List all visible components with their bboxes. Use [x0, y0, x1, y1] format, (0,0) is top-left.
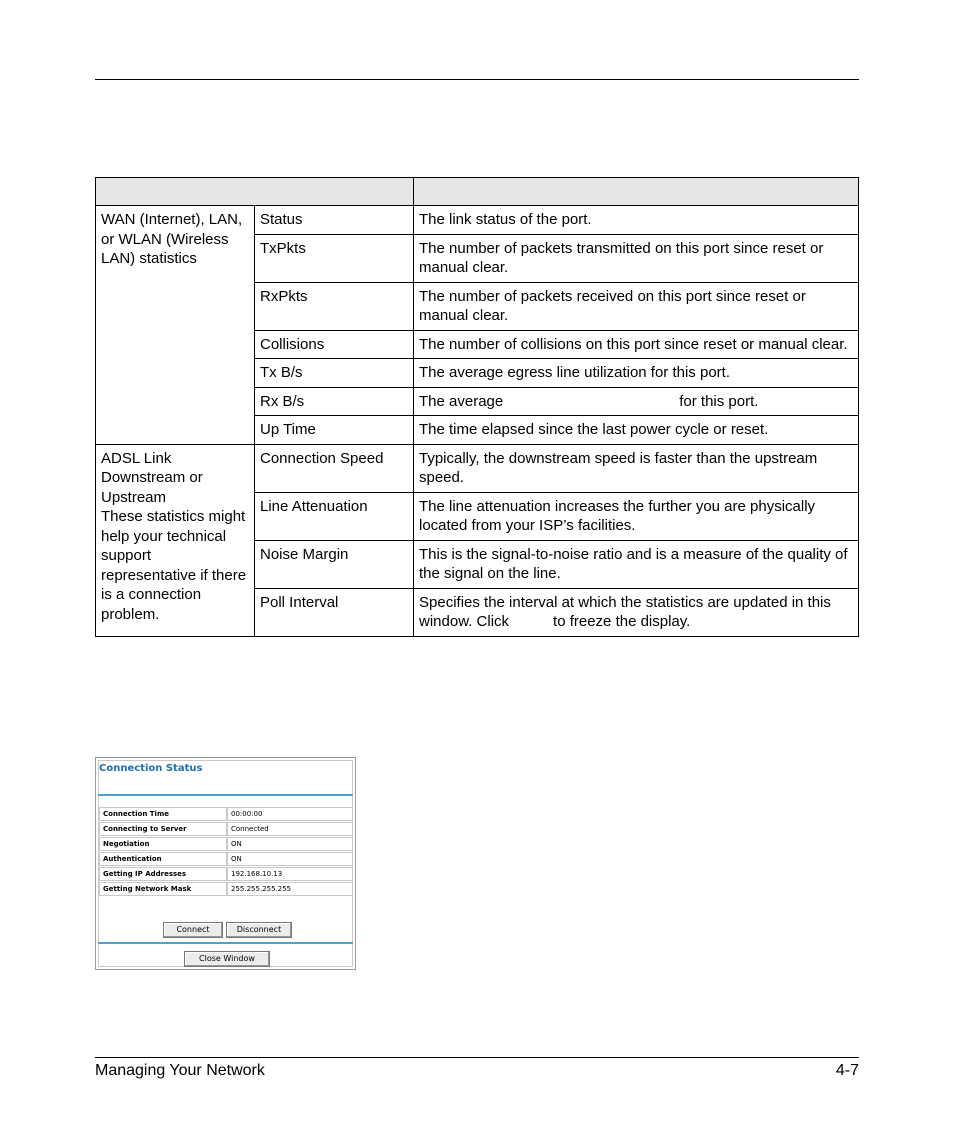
- footer-rule: [95, 1057, 859, 1058]
- item-cell: Noise Margin: [255, 540, 414, 588]
- status-value: 192.168.10.13: [227, 867, 353, 881]
- table-row: [99, 822, 353, 836]
- description-cell: The time elapsed since the last power cycle or reset.: [414, 416, 859, 445]
- close-window-button[interactable]: Close Window: [184, 951, 270, 967]
- item-cell: Status: [255, 206, 414, 235]
- status-value: Connected: [227, 822, 353, 836]
- group-label-wan-lan-wlan: WAN (Internet), LAN, or WLAN (Wireless LAN) statistics: [96, 206, 255, 445]
- item-cell: Collisions: [255, 330, 414, 359]
- header-rule: [95, 79, 859, 80]
- table-row: [96, 206, 859, 235]
- status-label: Getting Network Mask: [99, 882, 227, 896]
- table-row: [99, 852, 353, 866]
- group-note: These statistics might help your technical support representative if there is a connection problem.: [101, 508, 247, 623]
- status-value: 255.255.255.255: [227, 882, 353, 896]
- status-label: Negotiation: [99, 837, 227, 851]
- description-cell: The number of packets received on this port since reset or manual clear.: [414, 282, 859, 330]
- status-value: ON: [227, 852, 353, 866]
- table-header-row: [96, 178, 859, 206]
- status-value: 00:00:00: [227, 807, 353, 821]
- page-number: 4-7: [835, 1062, 859, 1079]
- header-cell-description: [414, 178, 859, 206]
- status-label: Getting IP Addresses: [99, 867, 227, 881]
- window-title: Connection Status: [99, 763, 203, 774]
- divider: [98, 942, 353, 944]
- item-cell: Tx B/s: [255, 359, 414, 388]
- status-value: ON: [227, 837, 353, 851]
- item-cell: Line Attenuation: [255, 492, 414, 540]
- group-label-adsl: [96, 444, 255, 636]
- table-row: [96, 444, 859, 492]
- table-row: [99, 837, 353, 851]
- table-row: [99, 807, 353, 821]
- item-cell: RxPkts: [255, 282, 414, 330]
- description-cell: Typically, the downstream speed is faster than the upstream speed.: [414, 444, 859, 492]
- description-text: The average: [419, 392, 504, 410]
- header-cell-item: [96, 178, 414, 206]
- description-text: to freeze the display.: [553, 613, 691, 630]
- description-cell: The number of collisions on this port since reset or manual clear.: [414, 330, 859, 359]
- footer-chapter-title: Managing Your Network: [95, 1062, 265, 1079]
- connect-button[interactable]: Connect: [163, 922, 223, 938]
- group-title: ADSL Link Downstream or Upstream: [101, 449, 203, 506]
- disconnect-button[interactable]: Disconnect: [226, 922, 292, 938]
- description-cell: [414, 387, 859, 416]
- description-cell: The average egress line utilization for this port.: [414, 359, 859, 388]
- item-cell: Up Time: [255, 416, 414, 445]
- item-cell: TxPkts: [255, 234, 414, 282]
- table-row: [99, 867, 353, 881]
- description-text: for this port.: [679, 392, 759, 410]
- connection-status-window: [95, 757, 356, 970]
- divider: [98, 794, 353, 796]
- description-cell: [414, 588, 859, 636]
- description-text: Specifies the interval at which the statistics are updated in this window. Click: [419, 593, 831, 630]
- table-row: [99, 882, 353, 896]
- description-cell: The link status of the port.: [414, 206, 859, 235]
- description-cell: The line attenuation increases the further you are physically located from your ISP’s facilities.: [414, 492, 859, 540]
- port-statistics-table: [95, 177, 859, 637]
- item-cell: Rx B/s: [255, 387, 414, 416]
- connection-status-table: [99, 806, 353, 897]
- status-label: Connecting to Server: [99, 822, 227, 836]
- status-label: Connection Time: [99, 807, 227, 821]
- description-cell: The number of packets transmitted on this port since reset or manual clear.: [414, 234, 859, 282]
- item-cell: Connection Speed: [255, 444, 414, 492]
- status-label: Authentication: [99, 852, 227, 866]
- item-cell: Poll Interval: [255, 588, 414, 636]
- description-cell: This is the signal-to-noise ratio and is a measure of the quality of the signal on the line.: [414, 540, 859, 588]
